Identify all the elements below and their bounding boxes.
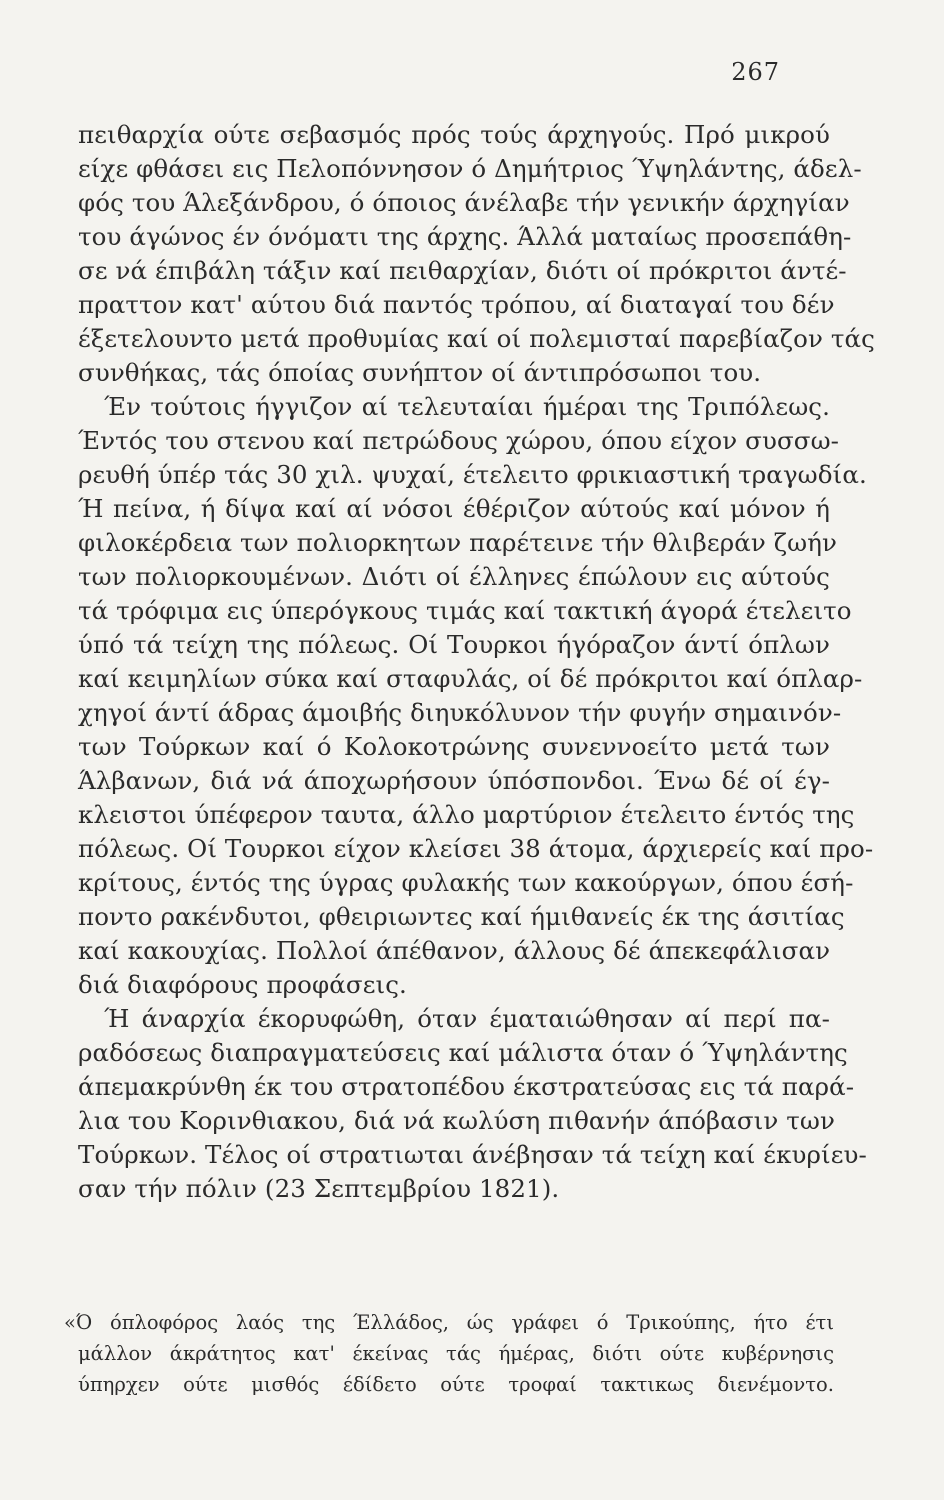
text-line: άπεμακρύνθη έκ του στρατοπέδου έκστρατεύσας εις τά παρά- xyxy=(78,1072,855,1101)
text-line: διά διαφόρους προφάσεις. xyxy=(78,970,407,999)
text-line: ρευθή ύπέρ τάς 30 χιλ. ψυχαί, έτελειτο φρικιαστική τραγωδία. xyxy=(78,460,867,489)
text-line: φός του Άλεξάνδρου, ό όποιος άνέλαβε τήν γενικήν άρχηγίαν xyxy=(78,188,850,217)
text-line: του άγώνος έν όνόματι της άρχης. Άλλά ματαίως προσεπάθη- xyxy=(78,222,852,251)
text-line: κλειστοι ύπέφερον ταυτα, άλλο μαρτύριον έτελειτο έντός της xyxy=(78,800,855,829)
text-line: Έντός του στενου καί πετρώδους χώρου, όπου είχον συσσω- xyxy=(78,426,840,455)
text-line: των πολιορκουμένων. Διότι οί έλληνες έπώλουν εις αύτούς xyxy=(78,562,830,591)
text-line: πόλεως. Οί Τουρκοι είχον κλείσει 38 άτομα, άρχιερείς καί προ- xyxy=(78,834,874,863)
text-line: είχε φθάσει εις Πελοπόννησον ό Δημήτριος Ύψηλάντης, άδελ- xyxy=(78,154,862,183)
text-line: ύπό τά τείχη της πόλεως. Οί Τουρκοι ήγόραζον άντί όπλων xyxy=(78,630,830,659)
text-line: έξετελουντο μετά προθυμίας καί οί πολεμισταί παρεβίαζον τάς xyxy=(78,324,875,353)
text-line: πειθαρχία ούτε σεβασμός πρός τούς άρχηγούς. Πρό μικρού xyxy=(78,120,830,149)
text-line: πραττον κατ' αύτου διά παντός τρόπου, αί διαταγαί του δέν xyxy=(78,290,835,319)
text-line: ραδόσεως διαπραγματεύσεις καί μάλιστα όταν ό Ύψηλάντης xyxy=(78,1038,848,1067)
text-line: σαν τήν πόλιν (23 Σεπτεμβρίου 1821). xyxy=(78,1174,560,1203)
footnote xyxy=(64,1307,834,1400)
text-line: φιλοκέρδεια των πολιορκητων παρέτεινε τήν θλιβεράν ζωήν xyxy=(78,528,837,557)
text-line: σε νά έπιβάλη τάξιν καί πειθαρχίαν, διότι οί πρόκριτοι άντέ- xyxy=(78,256,847,285)
text-line: συνθήκας, τάς όποίας συνήπτον οί άντιπρόσωποι του. xyxy=(78,358,762,387)
text-line: ποντο ρακένδυτοι, φθειριωντες καί ήμιθανείς έκ της άσιτίας xyxy=(78,902,845,931)
footnote-line: μάλλον άκράτητος κατ' έκείνας τάς ήμέρας, διότι ούτε κυβέρνησις xyxy=(78,1342,834,1365)
text-line: χηγοί άντί άδρας άμοιβής διηυκόλυνον τήν φυγήν σημαινόν- xyxy=(78,698,842,727)
page-number: 267 xyxy=(731,58,780,86)
text-line: τά τρόφιμα εις ύπερόγκους τιμάς καί τακτική άγορά έτελειτο xyxy=(78,596,852,625)
text-line: λια του Κορινθιακου, διά νά κωλύση πιθανήν άπόβασιν των xyxy=(78,1106,835,1135)
text-line: των Τούρκων καί ό Κολοκοτρώνης συνεννοείτο μετά των xyxy=(78,732,830,761)
text-line: Τούρκων. Τέλος οί στρατιωται άνέβησαν τά τείχη καί έκυρίευ- xyxy=(78,1140,867,1169)
footnote-line: «Ό όπλοφόρος λαός της Έλλάδος, ώς γράφει ό Τρικούπης, ήτο έτι xyxy=(64,1311,834,1334)
text-line: καί κειμηλίων σύκα καί σταφυλάς, οί δέ πρόκριτοι καί όπλαρ- xyxy=(78,664,863,693)
footnote-line: ύπηρχεν ούτε μισθός έδίδετο ούτε τροφαί τακτικως διενέμοντο. xyxy=(78,1373,834,1396)
text-line: Ή άναρχία έκορυφώθη, όταν έματαιώθησαν αί περί πα- xyxy=(104,1004,830,1033)
main-text xyxy=(78,118,875,1206)
text-line: Έν τούτοις ήγγιζον αί τελευταίαι ήμέραι της Τριπόλεως. xyxy=(104,392,830,421)
text-line: καί κακουχίας. Πολλοί άπέθανον, άλλους δέ άπεκεφάλισαν xyxy=(78,936,831,965)
text-line: κρίτους, έντός της ύγρας φυλακής των κακούργων, όπου έσή- xyxy=(78,868,854,897)
text-line: Ή πείνα, ή δίψα καί αί νόσοι έθέριζον αύτούς καί μόνον ή xyxy=(78,494,830,523)
text-line: Άλβανων, διά νά άποχωρήσουν ύπόσπονδοι. Ένω δέ οί έγ- xyxy=(78,766,830,795)
